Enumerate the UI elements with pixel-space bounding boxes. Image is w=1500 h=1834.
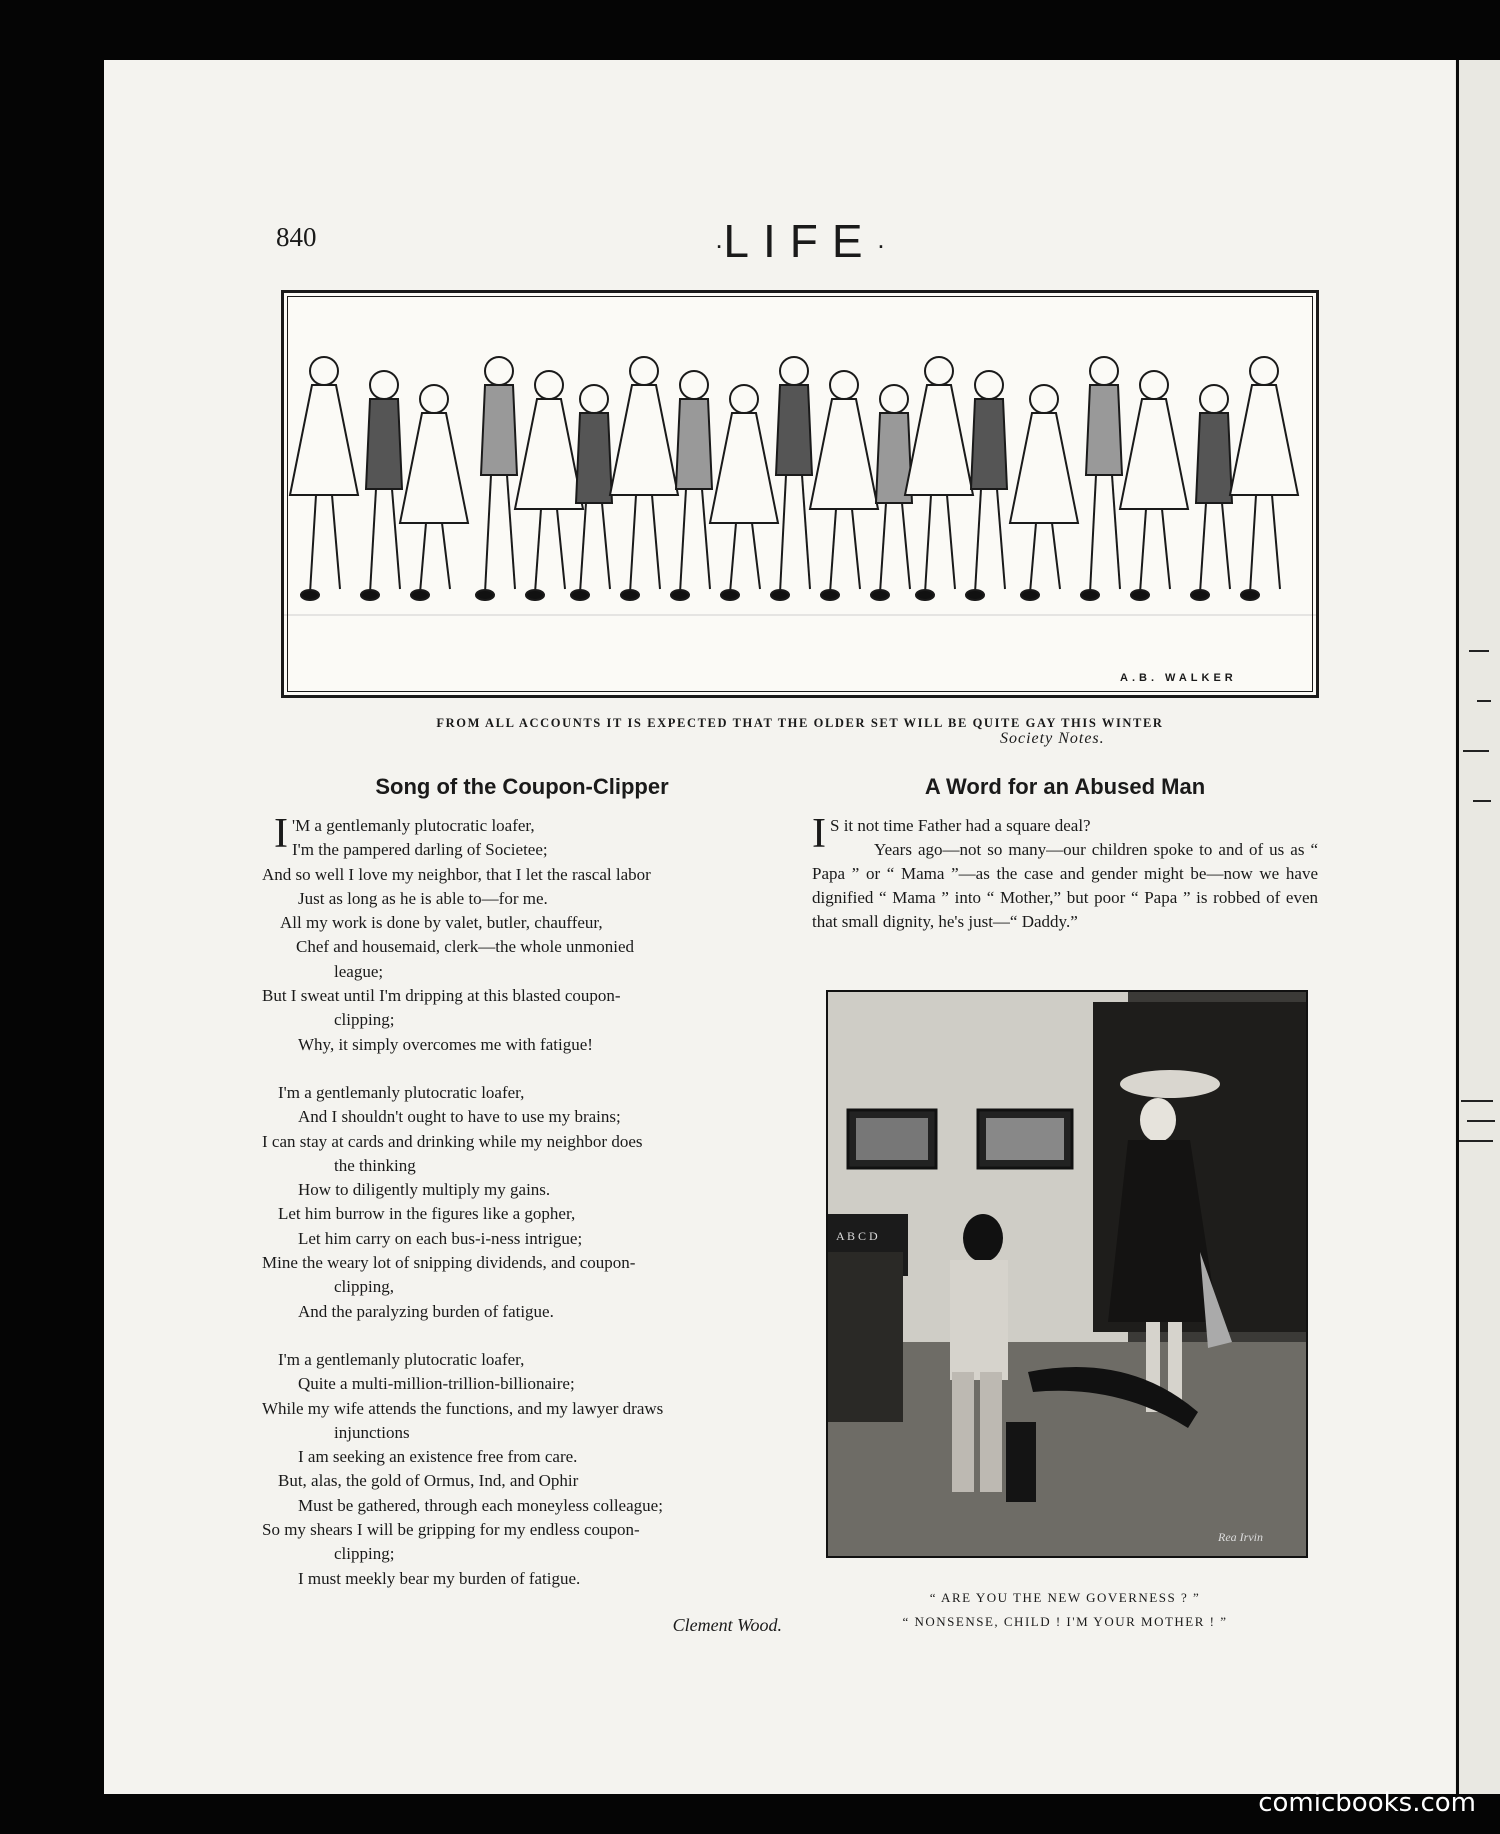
dancer-figure [290,357,358,600]
dancer-figure [1081,357,1122,600]
dancer-figure [610,357,678,600]
poem-line: And so well I love my neighbor, that I let the rascal labor [262,864,651,884]
dance-cartoon [281,290,1319,698]
poem-line: I'm a gentlemanly plutocratic loafer, [278,1349,525,1369]
poem-line: While my wife attends the functions, and my lawyer draws [262,1398,664,1418]
page-number: 840 [276,222,317,252]
poem-line: clipping; [334,1544,395,1564]
dancer-figure [771,357,812,600]
dancer-figure [361,371,402,600]
poem-line: I am seeking an existence free from care. [298,1447,578,1467]
dancer-figure [671,371,712,600]
poem-body [262,811,782,1591]
poem-line: I must meekly bear my burden of fatigue. [298,1568,581,1588]
poem-line: And the paralyzing burden of fatigue. [298,1301,554,1321]
poem-line: How to diligently multiply my gains. [298,1180,551,1200]
masthead: ·LIFE· [714,215,886,267]
page-gutter [1456,60,1459,1794]
poem-line: the thinking [334,1155,416,1175]
dancer-figure [905,357,973,600]
poem-stanza [262,1081,782,1324]
dancer-figure [1191,385,1232,600]
article-paragraph: Years ago—not so many—our children spoke to and of us as “ Papa ” or “ Mama ”—as the case and gender might be—now we have dignified “ Mama ” into “ Mother,” but poor “ Papa ” is robbed of even that small dignity, he's just—“ Daddy.” [812,840,1318,931]
poem-line: clipping, [334,1277,394,1297]
poem-stanza [262,811,782,1057]
poem-line: So my shears I will be gripping for my endless coupon- [262,1520,640,1540]
adjacent-page-edge [1455,60,1500,1794]
poem-title: Song of the Coupon-Clipper [375,774,669,799]
poem-line: But, alas, the gold of Ormus, Ind, and Ophir [278,1471,579,1491]
masthead-title: LIFE [723,215,877,267]
dance-cartoon-drawing [284,293,1316,695]
watermark: comicbooks.com [1258,1788,1476,1818]
illustration-signature: Rea Irvin [1218,1530,1263,1544]
poem-line: All my work is done by valet, butler, chauffeur, [280,913,603,933]
poem-line: I 'M a gentlemanly plutocratic loafer, [274,811,535,857]
dancer-figure [476,357,517,600]
poem-line: Quite a multi-million-trillion-billionaire; [298,1374,575,1394]
cartoon-caption: FROM ALL ACCOUNTS IT IS EXPECTED THAT THE OLDER SET WILL BE QUITE GAY THIS WINTER [436,716,1164,730]
dancer-figure [515,371,583,600]
poem-line: league; [334,961,384,981]
article-column [812,774,1318,934]
poem-line: injunctions [334,1422,410,1442]
article-title: A Word for an Abused Man [924,774,1206,799]
cartoon-source: Society Notes. [1000,730,1105,747]
poem-line: Let him burrow in the figures like a gopher, [278,1204,576,1224]
poem-author: Clement Wood. [672,1614,782,1635]
poem-line: Why, it simply overcomes me with fatigue! [298,1034,593,1054]
poem-column [262,774,782,1636]
cartoon-signature: A.B. WALKER [1120,672,1237,684]
poem-line: Mine the weary lot of snipping dividends, and coupon- [262,1253,636,1273]
poem-line: And I shouldn't ought to have to use my brains; [298,1107,621,1127]
poem-line: clipping; [334,1010,395,1030]
poem-line: I'm a gentlemanly plutocratic loafer, [278,1082,525,1102]
dancer-figure [1120,371,1188,600]
poem-line: Just as long as he is able to—for me. [298,888,548,908]
dancer-figure [1230,357,1298,600]
chalkboard-letters: A B C D [836,1229,878,1243]
poem-line: Must be gathered, through each moneyless colleague; [298,1495,663,1515]
caption-line-2: “ NONSENSE, CHILD ! I'M YOUR MOTHER ! ” [902,1614,1228,1629]
dancer-figure [810,371,878,600]
governess-illustration [826,990,1308,1558]
dancer-figure [1010,385,1078,600]
governess-illustration-drawing [828,992,1306,1556]
poem-stanza [262,1348,782,1591]
article-body [812,811,1318,934]
poem-dropcap: I [274,811,288,857]
dancer-figure [400,385,468,600]
dancer-figure [710,385,778,600]
illustration-caption [826,1586,1304,1634]
poem-line: I'm the pampered darling of Societee; [292,840,548,860]
poem-line: But I sweat until I'm dripping at this blasted coupon- [262,986,621,1006]
poem-line: Chef and housemaid, clerk—the whole unmonied [296,937,635,957]
dancer-figure [571,385,612,600]
poem-line: Let him carry on each bus-i-ness intrigue; [298,1228,583,1248]
article-first-line: S it not time Father had a square deal? [830,816,1091,835]
dancer-figure [966,371,1007,600]
caption-line-1: “ ARE YOU THE NEW GOVERNESS ? ” [929,1590,1201,1605]
article-dropcap: I [812,811,826,857]
poem-line: I can stay at cards and drinking while my neighbor does [262,1131,643,1151]
